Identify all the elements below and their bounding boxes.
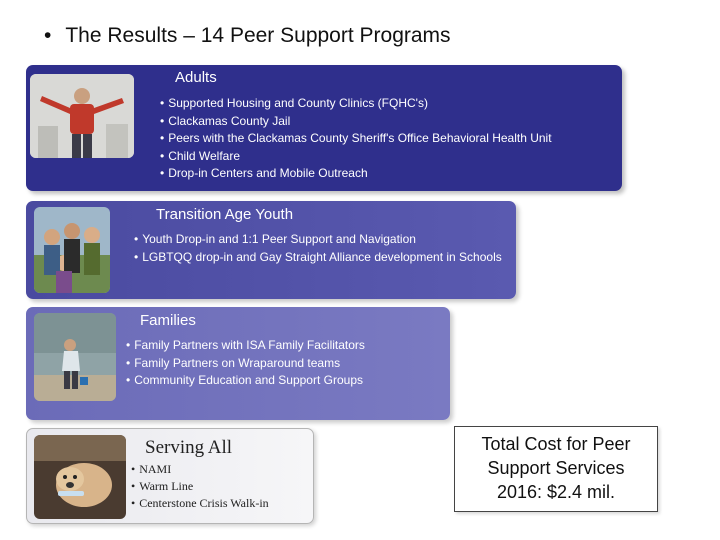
youth-list: [134, 231, 506, 266]
total-cost-line-1: Total Cost for Peer: [481, 434, 631, 454]
title-bullet: •: [44, 24, 52, 47]
man-arms-outstretched-photo: [30, 74, 134, 158]
list-item: • Centerstone Crisis Walk-in: [131, 495, 269, 512]
list-item: • Clackamas County Jail: [160, 113, 552, 131]
slide-title: [44, 24, 451, 48]
dog-photo: [34, 435, 126, 519]
adults-heading: Adults: [175, 69, 217, 86]
list-item: • Youth Drop-in and 1:1 Peer Support and Navigation: [134, 231, 506, 249]
list-item: • Community Education and Support Groups: [126, 372, 365, 390]
list-item: • LGBTQQ drop-in and Gay Straight Alliance development in Schools: [134, 249, 506, 267]
adults-list: [160, 95, 552, 183]
list-item: • Family Partners with ISA Family Facilitators: [126, 337, 365, 355]
list-item: • NAMI: [131, 461, 269, 478]
list-item: • Warm Line: [131, 478, 269, 495]
youth-heading: Transition Age Youth: [156, 206, 294, 223]
list-item: • Supported Housing and County Clinics (FQHC's): [160, 95, 552, 113]
serving-all-list: [131, 461, 269, 512]
total-cost-line-2: Support Services: [487, 458, 625, 478]
list-item: • Peers with the Clackamas County Sheriff's Office Behavioral Health Unit: [160, 130, 552, 148]
list-item: • Family Partners on Wraparound teams: [126, 355, 365, 373]
families-heading: Families: [140, 312, 196, 329]
total-cost-line-3: 2016: $2.4 mil.: [496, 482, 616, 502]
families-list: [126, 337, 365, 390]
child-at-water-photo: [34, 313, 116, 401]
youth-group-photo: [34, 207, 110, 293]
serving-all-heading: Serving All: [145, 437, 233, 458]
list-item: • Child Welfare: [160, 148, 552, 166]
list-item: • Drop-in Centers and Mobile Outreach: [160, 165, 552, 183]
title-text: The Results – 14 Peer Support Programs: [65, 24, 451, 47]
total-cost-box: [454, 426, 658, 512]
